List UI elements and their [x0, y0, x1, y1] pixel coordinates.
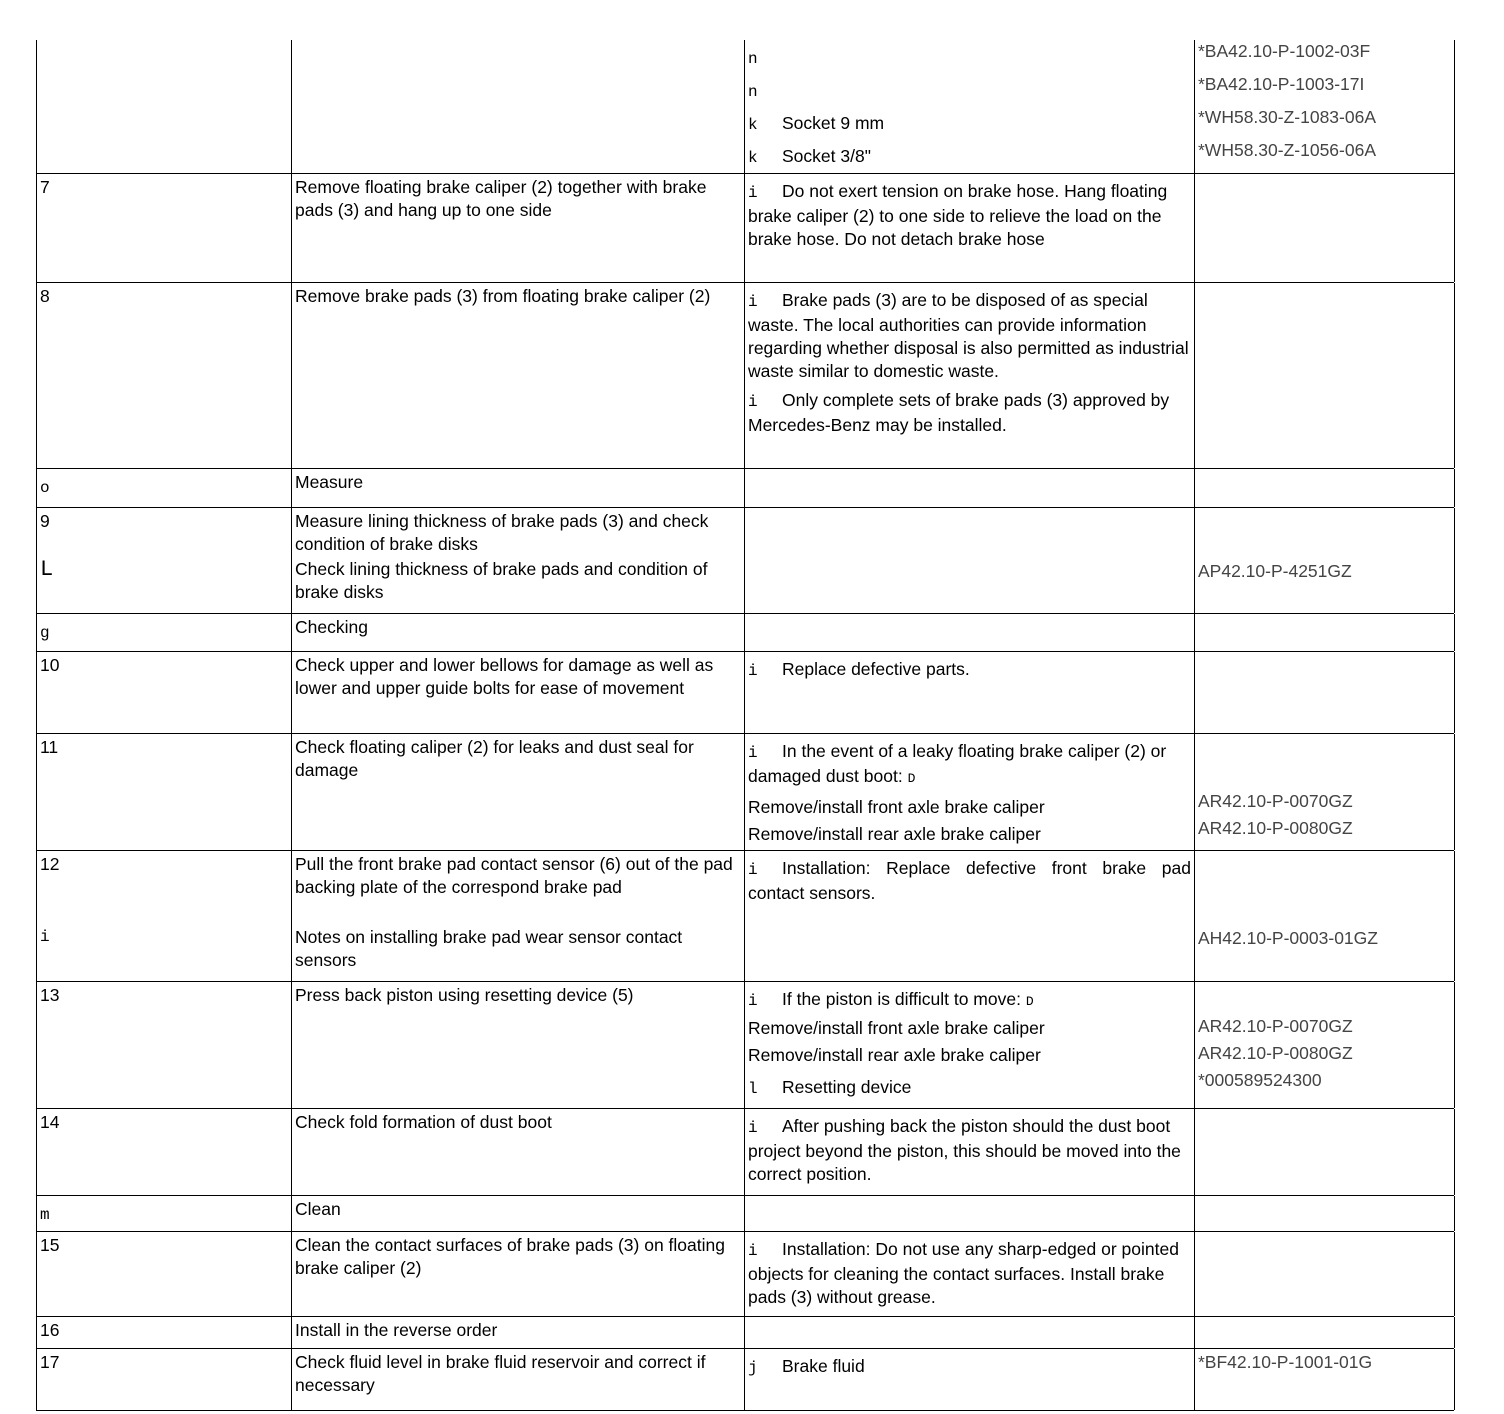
note-cell	[745, 40, 1195, 182]
action-cell	[292, 851, 745, 981]
note-cell	[745, 174, 1195, 282]
table-row	[36, 614, 1454, 652]
info-icon: i	[748, 662, 758, 680]
remove-front-caliper-link[interactable]: Remove/install front axle brake caliper	[748, 1018, 1045, 1038]
ref-cell	[1195, 1109, 1455, 1195]
note-marker: k	[748, 116, 758, 134]
link-icon: D	[1025, 994, 1034, 1009]
sub-action-link[interactable]: Notes on installing brake pad wear sensor contact sensors	[295, 927, 683, 970]
action-text: Check upper and lower bellows for damage as well as lower and upper guide bolts for ease of movement	[292, 652, 745, 733]
step-cell	[37, 851, 292, 981]
action-cell	[292, 40, 745, 182]
info-icon: i	[748, 184, 758, 202]
table-row	[36, 1232, 1454, 1317]
table-row	[36, 469, 1454, 508]
info-icon: i	[748, 393, 758, 411]
ref-cell	[1195, 1317, 1455, 1348]
ref-link[interactable]: AP42.10-P-4251GZ	[1198, 561, 1352, 581]
section-title: Clean	[292, 1196, 745, 1231]
ref-cell	[1195, 508, 1455, 613]
ref-link[interactable]: *BA42.10-P-1003-17I	[1198, 74, 1365, 94]
ref-link[interactable]: AR42.10-P-0070GZ	[1198, 791, 1353, 811]
step-number: 14	[37, 1109, 292, 1195]
ref-cell	[1195, 174, 1455, 282]
tool-icon: l	[748, 1080, 758, 1098]
action-text: Install in the reverse order	[292, 1317, 745, 1348]
note-cell	[745, 1317, 1195, 1348]
link-icon: D	[907, 771, 916, 786]
procedure-table	[36, 40, 1454, 1411]
table-row	[36, 1196, 1454, 1232]
ref-link[interactable]: *WH58.30-Z-1083-06A	[1198, 107, 1376, 127]
ref-cell	[1195, 40, 1455, 182]
info-icon: i	[748, 744, 758, 762]
ref-link[interactable]: *WH58.30-Z-1056-06A	[1198, 140, 1376, 160]
ref-cell	[1195, 1196, 1455, 1231]
action-text: Pull the front brake pad contact sensor (6) out of the pad backing plate of the correspond brake pad	[295, 854, 733, 897]
ref-link[interactable]: AR42.10-P-0070GZ	[1198, 1016, 1353, 1036]
ref-cell	[1195, 982, 1455, 1108]
step-number: 15	[37, 1232, 292, 1316]
table-row	[36, 851, 1454, 982]
note-text: Replace defective parts.	[782, 659, 970, 679]
table-row	[36, 1349, 1454, 1411]
ref-cell	[1195, 614, 1455, 651]
ref-link[interactable]: *BF42.10-P-1001-01G	[1198, 1352, 1373, 1372]
section-marker: o	[37, 469, 292, 507]
note-text: In the event of a leaky floating brake caliper (2) or damaged dust boot:	[748, 741, 1167, 786]
info-icon: i	[748, 293, 758, 311]
ref-cell	[1195, 1232, 1455, 1316]
remove-rear-caliper-link[interactable]: Remove/install rear axle brake caliper	[748, 824, 1041, 844]
action-text: Press back piston using resetting device (5)	[292, 982, 745, 1108]
info-icon: i	[40, 928, 50, 946]
note-text: After pushing back the piston should the dust boot project beyond the piston, this should be moved into the correct position.	[748, 1116, 1181, 1184]
note-cell	[745, 1349, 1195, 1410]
table-row	[36, 1109, 1454, 1196]
note-cell	[745, 1196, 1195, 1231]
test-icon: L	[40, 557, 54, 582]
ref-link[interactable]: AH42.10-P-0003-01GZ	[1198, 928, 1378, 948]
section-title: Checking	[292, 614, 745, 651]
sub-action-link[interactable]: Check lining thickness of brake pads and condition of brake disks	[295, 559, 708, 602]
fluid-icon: j	[748, 1359, 758, 1377]
step-number: 12	[40, 854, 60, 874]
ref-link[interactable]: AR42.10-P-0080GZ	[1198, 818, 1353, 838]
tool-socket-9mm: Socket 9 mm	[782, 113, 885, 133]
note-cell	[745, 508, 1195, 613]
note-text: If the piston is difficult to move:	[782, 989, 1021, 1009]
table-row	[36, 283, 1454, 469]
note-cell	[745, 734, 1195, 850]
step-number: 16	[37, 1317, 292, 1348]
action-text: Check fold formation of dust boot	[292, 1109, 745, 1195]
action-text: Remove brake pads (3) from floating brake caliper (2)	[292, 283, 745, 468]
ref-link[interactable]: *BA42.10-P-1002-03F	[1198, 41, 1371, 61]
ref-link[interactable]: AR42.10-P-0080GZ	[1198, 1043, 1353, 1063]
action-text: Check floating caliper (2) for leaks and dust seal for damage	[292, 734, 745, 850]
section-marker: g	[37, 614, 292, 651]
table-row	[36, 40, 1454, 174]
note-marker: k	[748, 149, 758, 167]
step-number: 10	[37, 652, 292, 733]
note-text: Installation: Do not use any sharp-edged or pointed objects for cleaning the contact surfaces. Install brake pads (3) without grease.	[748, 1239, 1179, 1307]
section-marker: m	[37, 1196, 292, 1231]
note-marker: n	[748, 50, 758, 68]
step-cell	[37, 40, 292, 182]
table-row	[36, 982, 1454, 1109]
table-row	[36, 734, 1454, 851]
ref-cell	[1195, 1349, 1455, 1410]
ref-cell	[1195, 734, 1455, 850]
action-text: Remove floating brake caliper (2) together with brake pads (3) and hang up to one side	[292, 174, 745, 282]
note-cell	[745, 1232, 1195, 1316]
info-icon: i	[748, 1119, 758, 1137]
table-row	[36, 508, 1454, 614]
note-cell	[745, 982, 1195, 1108]
note-text: Brake fluid	[782, 1356, 865, 1376]
tool-socket-3-8: Socket 3/8"	[782, 146, 871, 166]
info-icon: i	[748, 861, 758, 879]
step-number: 8	[37, 283, 292, 468]
ref-cell	[1195, 851, 1455, 981]
ref-link[interactable]: *000589524300	[1198, 1070, 1322, 1090]
note-cell	[745, 469, 1195, 507]
note-marker: n	[748, 83, 758, 101]
step-number: 7	[37, 174, 292, 282]
note-cell	[745, 614, 1195, 651]
tool-name: Resetting device	[782, 1077, 912, 1097]
note-text: Installation: Replace defective front brake pad contact sensors.	[748, 858, 1191, 903]
action-text: Check fluid level in brake fluid reservoir and correct if necessary	[292, 1349, 745, 1410]
note-cell	[745, 652, 1195, 733]
action-text: Clean the contact surfaces of brake pads (3) on floating brake caliper (2)	[292, 1232, 745, 1316]
step-cell	[37, 508, 292, 613]
note-text: Do not exert tension on brake hose. Hang floating brake caliper (2) to one side to relieve the load on the brake hose. Do not detach brake hose	[748, 181, 1168, 249]
note-cell	[745, 851, 1195, 981]
note-cell	[745, 1109, 1195, 1195]
table-row	[36, 174, 1454, 283]
ref-cell	[1195, 283, 1455, 468]
step-number: 11	[37, 734, 292, 850]
section-title: Measure	[292, 469, 745, 507]
remove-rear-caliper-link[interactable]: Remove/install rear axle brake caliper	[748, 1045, 1041, 1065]
step-number: 9	[40, 511, 50, 531]
table-row	[36, 652, 1454, 734]
step-number: 17	[37, 1349, 292, 1410]
ref-cell	[1195, 469, 1455, 507]
note-text: Brake pads (3) are to be disposed of as special waste. The local authorities can provide information regarding whether disposal is also permitted as industrial waste similar to domestic waste.	[748, 290, 1189, 381]
action-text: Measure lining thickness of brake pads (3) and check condition of brake disks	[295, 511, 709, 554]
ref-cell	[1195, 652, 1455, 733]
remove-front-caliper-link[interactable]: Remove/install front axle brake caliper	[748, 797, 1045, 817]
info-icon: i	[748, 1242, 758, 1260]
action-cell	[292, 508, 745, 613]
note-text: Only complete sets of brake pads (3) approved by Mercedes-Benz may be installed.	[748, 390, 1170, 435]
table-row	[36, 1317, 1454, 1349]
note-cell	[745, 283, 1195, 468]
info-icon: i	[748, 992, 758, 1010]
step-number: 13	[37, 982, 292, 1108]
